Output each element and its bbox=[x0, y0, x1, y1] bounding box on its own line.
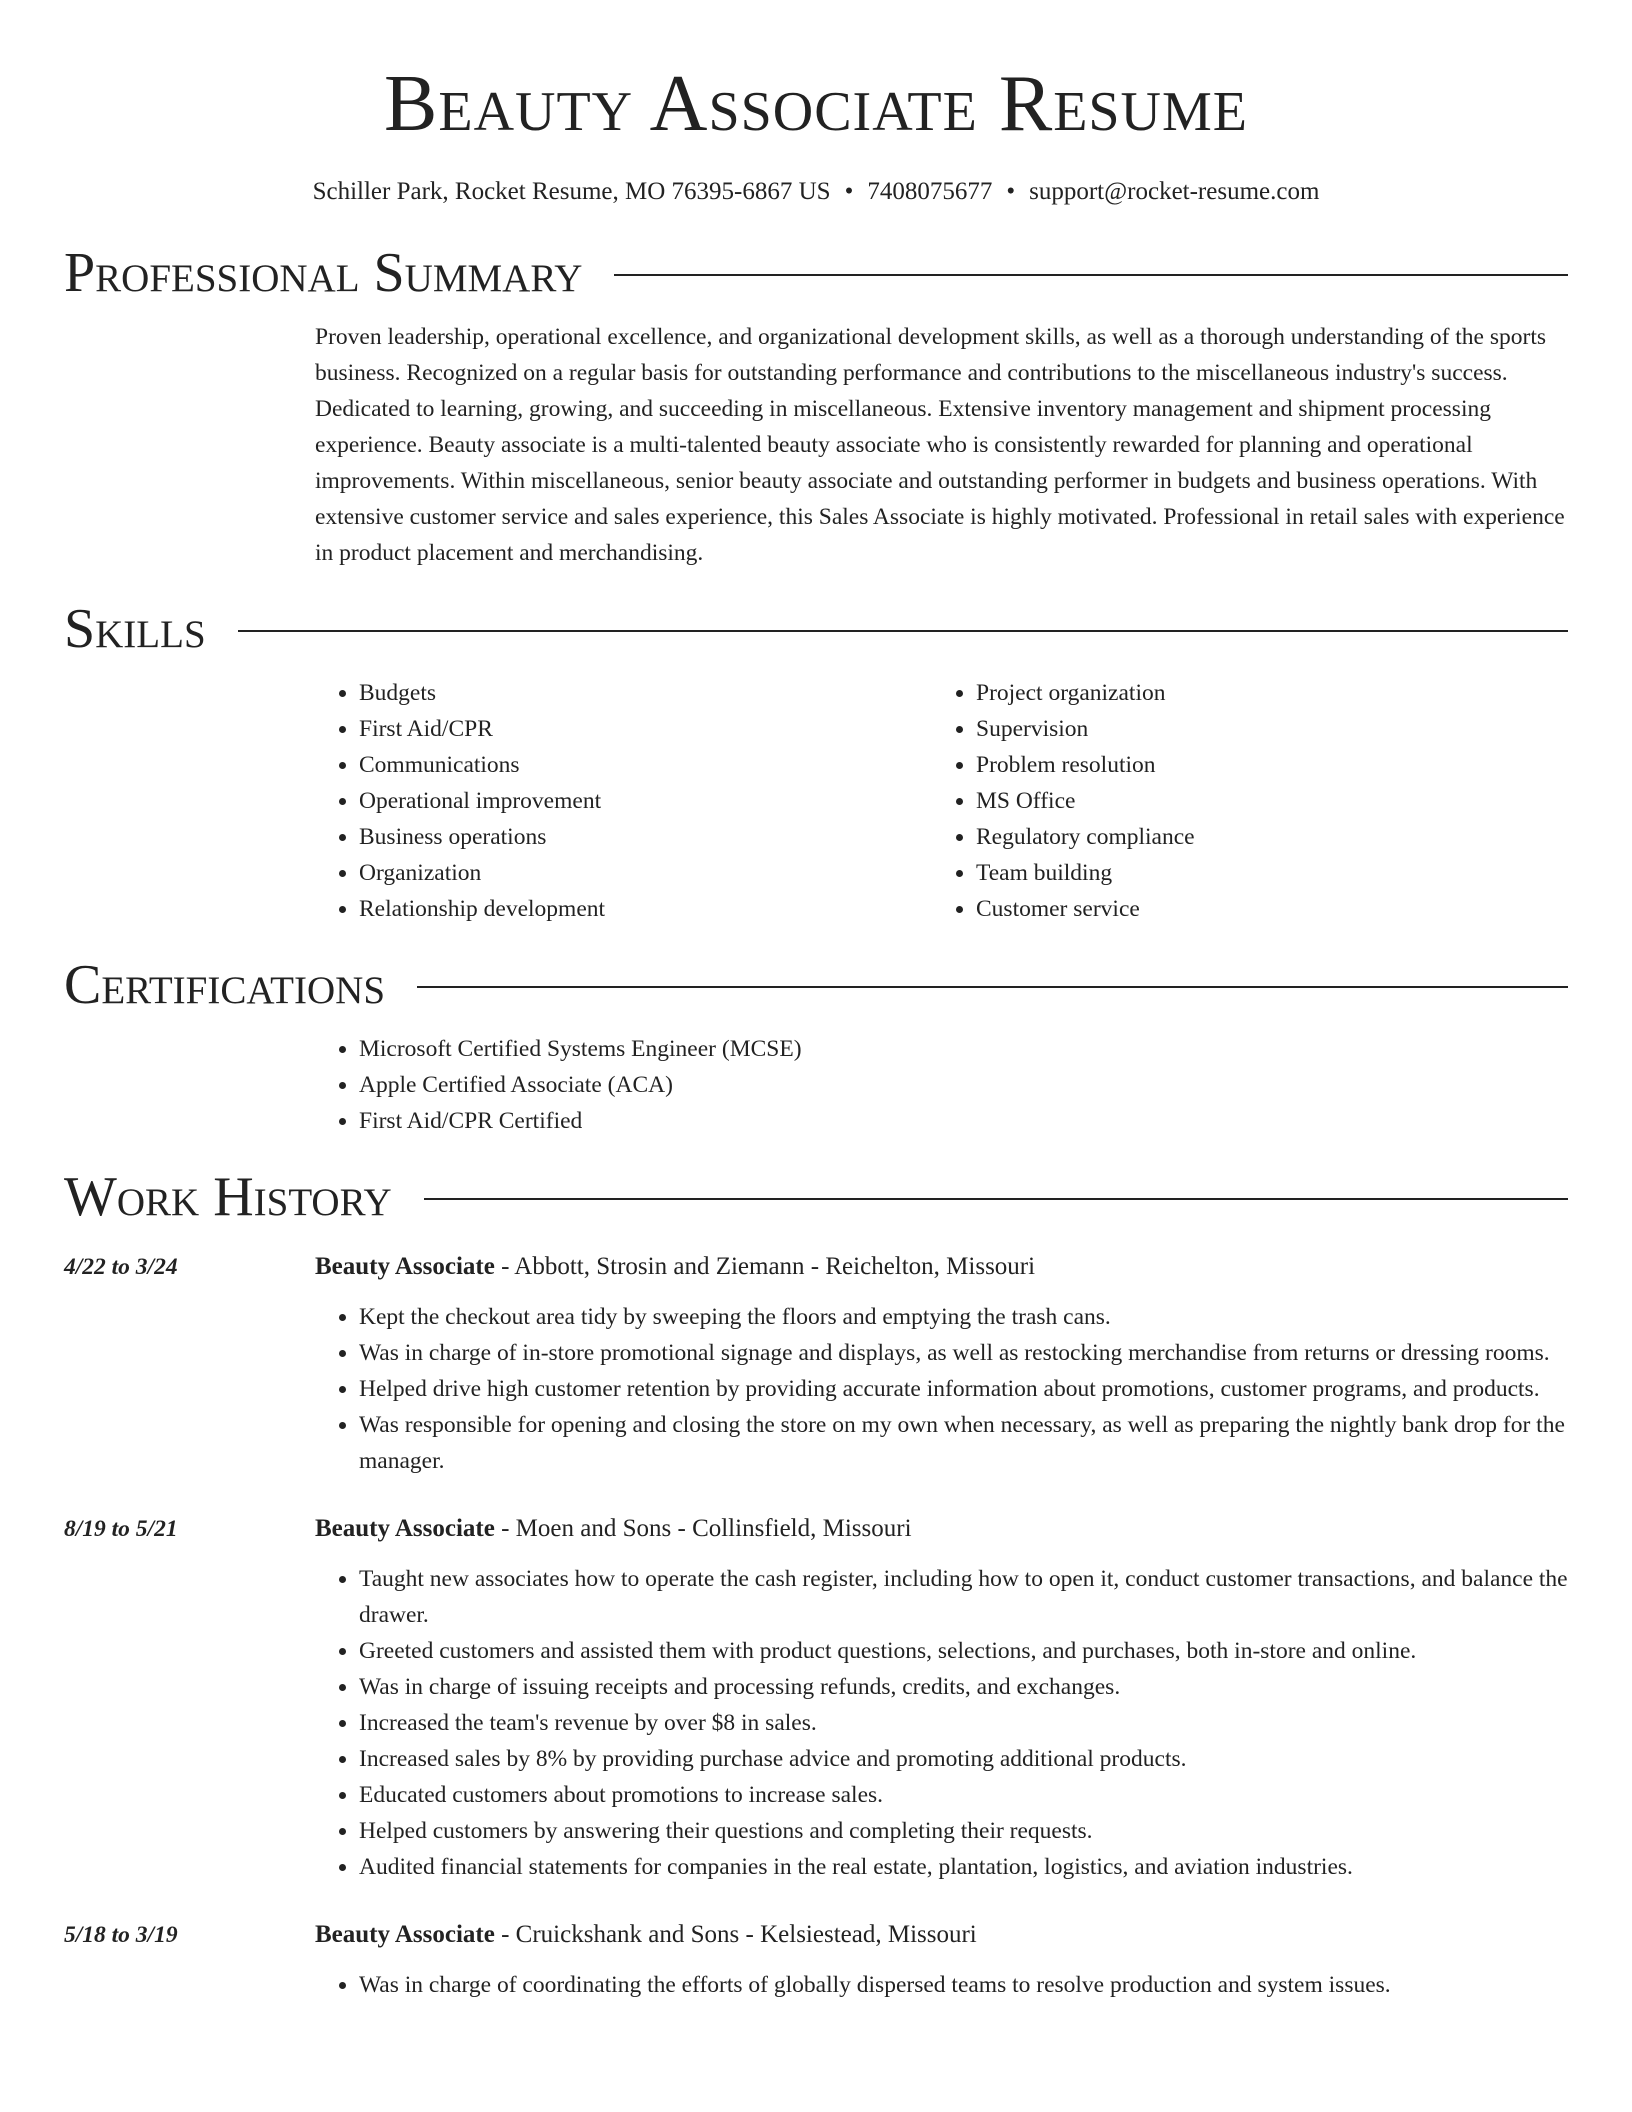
skill-item: • Business operations bbox=[359, 819, 932, 855]
section-heading: Skills bbox=[64, 598, 206, 660]
job-details bbox=[315, 1919, 1568, 2003]
certification-item: • First Aid/CPR Certified bbox=[359, 1103, 1568, 1139]
certifications-list bbox=[315, 1031, 1568, 1139]
skill-item: • Relationship development bbox=[359, 891, 932, 927]
job-details bbox=[315, 1251, 1568, 1479]
contact-line bbox=[64, 177, 1568, 207]
job-title-line bbox=[315, 1513, 1568, 1545]
job-employer: - Abbott, Strosin and Ziemann - Reichelton, Missouri bbox=[494, 1253, 1036, 1280]
contact-phone: 7408075677 bbox=[867, 178, 993, 205]
job-bullet: • Audited financial statements for companies in the real estate, plantation, logistics, and aviation industries. bbox=[359, 1849, 1568, 1885]
section-heading: Work History bbox=[64, 1166, 392, 1228]
certification-item: • Apple Certified Associate (ACA) bbox=[359, 1067, 1568, 1103]
job-dates: 5/18 to 3/19 bbox=[64, 1922, 178, 1948]
section-skills bbox=[64, 597, 1568, 661]
job-bullet: • Helped drive high customer retention by providing accurate information about promotions, customer programs, and products. bbox=[359, 1371, 1568, 1407]
skills-column-right bbox=[932, 675, 1549, 927]
job-bullet: • Helped customers by answering their questions and completing their requests. bbox=[359, 1813, 1568, 1849]
job-bullet: • Was in charge of issuing receipts and processing refunds, credits, and exchanges. bbox=[359, 1669, 1568, 1705]
contact-email: support@rocket-resume.com bbox=[1029, 178, 1320, 205]
section-rule bbox=[238, 630, 1568, 632]
job-title-line bbox=[315, 1251, 1568, 1283]
summary-text: Proven leadership, operational excellence, and organizational development skills, as well as a thorough understanding of the sports business. Recognized on a regular basis for outstanding performance and contributions to the miscellaneous industry's success. Dedicated to learning, growing, and succeeding in miscellaneous. Extensive inventory management and shipment processing experience. Beauty associate is a multi-talented beauty associate who is consistently rewarded for planning and operational improvements. Within miscellaneous, senior beauty associate and outstanding performer in budgets and business operations. With extensive customer service and sales experience, this Sales Associate is highly motivated. Professional in retail sales with experience in product placement and merchandising. bbox=[315, 324, 1565, 566]
skills-list bbox=[315, 675, 1568, 927]
job-title: Beauty Associate bbox=[315, 1921, 495, 1948]
section-heading: Certifications bbox=[64, 954, 386, 1016]
section-rule bbox=[424, 1198, 1568, 1200]
job-employer: - Cruickshank and Sons - Kelsiestead, Missouri bbox=[494, 1921, 977, 1948]
resume-page bbox=[64, 0, 1568, 2003]
job-bullet: • Taught new associates how to operate the cash register, including how to open it, conduct customer transactions, and balance the drawer. bbox=[359, 1561, 1568, 1633]
job-entry bbox=[64, 1919, 1568, 2003]
section-rule bbox=[417, 986, 1568, 988]
contact-address: Schiller Park, Rocket Resume, MO 76395-6867 US bbox=[312, 178, 831, 205]
skill-item: • Supervision bbox=[976, 711, 1549, 747]
skill-item: • Budgets bbox=[359, 675, 932, 711]
skill-item: • Operational improvement bbox=[359, 783, 932, 819]
job-bullet: • Increased sales by 8% by providing purchase advice and promoting additional products. bbox=[359, 1741, 1568, 1777]
skill-item: • Customer service bbox=[976, 891, 1549, 927]
job-bullet: • Greeted customers and assisted them with product questions, selections, and purchases, both in-store and online. bbox=[359, 1633, 1568, 1669]
job-employer: - Moen and Sons - Collinsfield, Missouri bbox=[494, 1515, 912, 1542]
section-work-history bbox=[64, 1165, 1568, 1229]
skill-item: • First Aid/CPR bbox=[359, 711, 932, 747]
job-bullet: • Was responsible for opening and closing the store on my own when necessary, as well as preparing the nightly bank drop for the manager. bbox=[359, 1407, 1568, 1479]
job-title: Beauty Associate bbox=[315, 1515, 495, 1542]
job-bullet: • Increased the team's revenue by over $8 in sales. bbox=[359, 1705, 1568, 1741]
skill-item: • Team building bbox=[976, 855, 1549, 891]
certification-item: • Microsoft Certified Systems Engineer (MCSE) bbox=[359, 1031, 1568, 1067]
job-entry bbox=[64, 1251, 1568, 1479]
job-bullet: • Educated customers about promotions to increase sales. bbox=[359, 1777, 1568, 1813]
job-details bbox=[315, 1513, 1568, 1885]
job-entry bbox=[64, 1513, 1568, 1885]
skill-item: • MS Office bbox=[976, 783, 1549, 819]
skill-item: • Problem resolution bbox=[976, 747, 1549, 783]
skill-item: • Project organization bbox=[976, 675, 1549, 711]
job-bullet: • Was in charge of in-store promotional signage and displays, as well as restocking merchandise from returns or dressing rooms. bbox=[359, 1335, 1568, 1371]
skill-item: • Organization bbox=[359, 855, 932, 891]
job-title-line bbox=[315, 1919, 1568, 1951]
skill-item: • Regulatory compliance bbox=[976, 819, 1549, 855]
skills-column-left bbox=[315, 675, 932, 927]
job-dates: 8/19 to 5/21 bbox=[64, 1516, 178, 1542]
section-certifications bbox=[64, 953, 1568, 1017]
job-bullet: • Was in charge of coordinating the efforts of globally dispersed teams to resolve production and system issues. bbox=[359, 1967, 1568, 2003]
contact-separator: • bbox=[1006, 178, 1016, 205]
job-bullet: • Kept the checkout area tidy by sweeping the floors and emptying the trash cans. bbox=[359, 1299, 1568, 1335]
skill-item: • Communications bbox=[359, 747, 932, 783]
job-dates: 4/22 to 3/24 bbox=[64, 1254, 178, 1280]
section-professional-summary bbox=[64, 241, 1568, 305]
section-rule bbox=[614, 274, 1568, 276]
section-heading: Professional Summary bbox=[64, 242, 583, 304]
job-title: Beauty Associate bbox=[315, 1253, 495, 1280]
contact-separator: • bbox=[844, 178, 854, 205]
resume-title: Beauty Associate Resume bbox=[384, 60, 1248, 148]
